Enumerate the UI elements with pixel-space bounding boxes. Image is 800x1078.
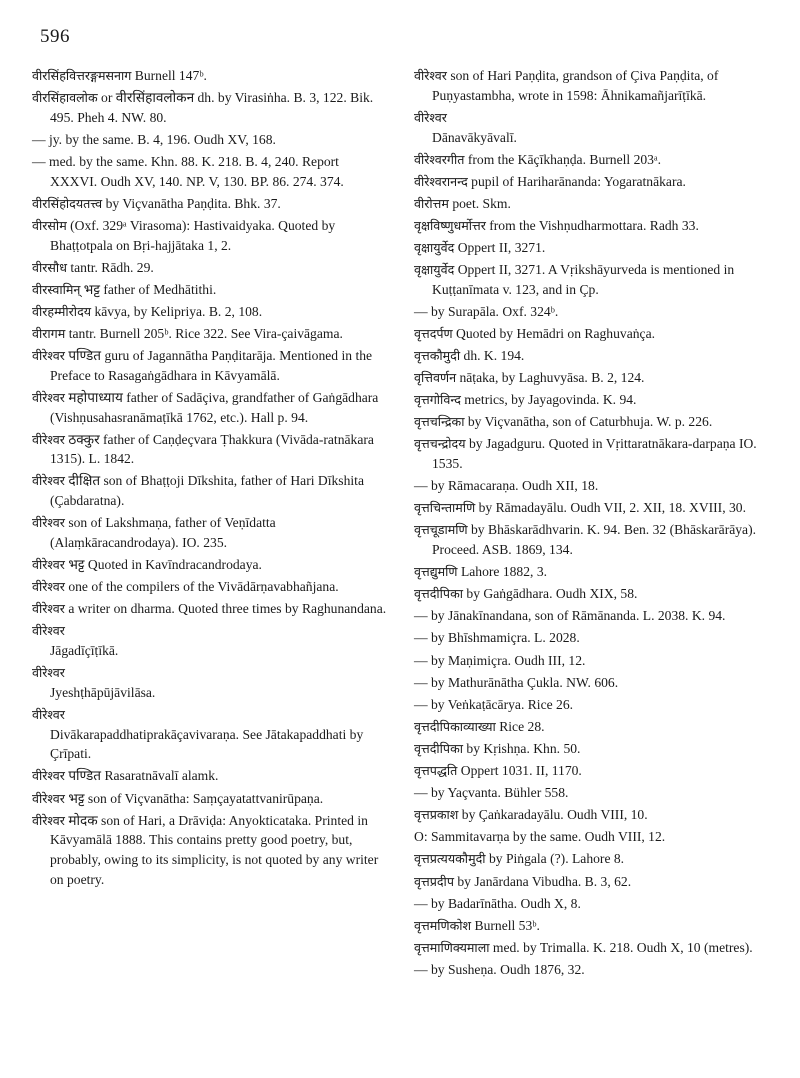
entry-headword: वृत्तमणिकोश — [414, 917, 472, 933]
entry-text: by Piṅgala (?). Lahore 8. — [485, 851, 625, 867]
entry-text: by Janārdana Vibudha. B. 3, 62. — [453, 873, 632, 889]
entry-text: पण्डित Rasaratnāvalī alamk. — [64, 768, 219, 784]
entry-headword: वीरसिंहावलोक — [32, 90, 98, 106]
entry-text: Jyeshṭhāpūjāvilāsa. — [50, 684, 156, 700]
dictionary-entry — [414, 66, 770, 105]
entry-headword: वीरसोम — [32, 217, 67, 233]
entry-headword: वीरेश्वर — [414, 109, 447, 125]
entry-text: — by Bhīshmamiçra. L. 2028. — [414, 630, 580, 646]
entry-text: महोपाध्याय father of Sadāçiva, grandfather of Gaṅgādhara (Vishṇusahasranāmaṭīkā 1762, etc.). Hall p. 94. — [50, 389, 379, 425]
entry-headword: वीरेश्वर — [414, 68, 447, 83]
entry-headword: वीरेश्वर — [32, 348, 65, 364]
entry-text: Dānavākyāvalī. — [432, 129, 517, 145]
entry-text: by Gaṅgādhara. Oudh XIX, 58. — [463, 586, 638, 602]
entry-headword: वृत्तदीपिकाव्याख्या — [414, 718, 496, 734]
entry-text: son of Hari Paṇḍita, grandson of Çiva Paṇḍita, of Puṇyastambha, wrote in 1598: Āhnikamañjarīṭīkā. — [432, 68, 719, 103]
dictionary-entry — [414, 695, 770, 715]
dictionary-entry — [32, 280, 388, 300]
entry-text: by Çaṅkaradayālu. Oudh VIII, 10. — [458, 807, 648, 823]
dictionary-entry — [414, 476, 770, 496]
entry-text: Oppert 1031. II, 1170. — [457, 763, 582, 779]
entry-text: ठक्कुर father of Caṇḍeçvara Ṭhakkura (Vivāda-ratnākara 1315). L. 1842. — [50, 431, 374, 467]
entry-text: tantr. Burnell 205ᵇ. Rice 322. See Vira-çaivāgama. — [65, 325, 343, 341]
dictionary-entry — [32, 430, 388, 469]
entry-text: Lahore 1882, 3. — [457, 564, 548, 580]
entry-headword: वीरोत्तम — [414, 195, 449, 211]
entry-headword: वीरेश्वर — [32, 665, 65, 681]
dictionary-entry — [32, 599, 388, 619]
entry-headword: वीरेश्वरगीत — [414, 151, 465, 167]
entry-headword: वीरसौध — [32, 259, 67, 275]
dictionary-entry — [414, 783, 770, 803]
dictionary-entry — [414, 390, 770, 410]
entry-text: भट्ट Quoted in Kavīndracandrodaya. — [64, 557, 262, 573]
dictionary-entry — [32, 152, 388, 191]
entry-text: pupil of Hariharānanda: Yogaratnākara. — [467, 173, 686, 189]
dictionary-entry — [414, 194, 770, 214]
entry-text: Quoted by Hemādri on Raghuvaṅça. — [452, 325, 655, 341]
entry-text: by Jagadguru. Quoted in Vṛittaratnākara-darpaṇa IO. 1535. — [432, 436, 757, 472]
entry-text: metrics, by Jayagovinda. K. 94. — [460, 392, 637, 408]
entry-text: — by Jānakīnandana, son of Rāmānanda. L. 2038. K. 94. — [414, 608, 726, 624]
entry-headword: वृत्तचूडामणि — [414, 522, 468, 538]
dictionary-entry — [32, 66, 388, 86]
dictionary-entry — [414, 260, 770, 299]
entry-text: भट्ट father of Medhātithi. — [80, 281, 217, 297]
entry-headword: वृत्तचिन्तामणि — [414, 500, 476, 516]
dictionary-entry — [414, 894, 770, 914]
entry-text: nāṭaka, by Laghuvyāsa. B. 2, 124. — [456, 370, 645, 386]
entry-text: Burnell 147ᵇ. — [131, 68, 207, 83]
dictionary-entry — [32, 130, 388, 150]
entry-text: — by Susheṇa. Oudh 1876, 32. — [414, 961, 585, 977]
dictionary-entry — [32, 471, 388, 510]
entry-headword: वृक्षायुर्वेद — [414, 239, 455, 255]
dictionary-entry — [32, 346, 388, 385]
entry-headword: वीरेश्वर — [32, 515, 65, 531]
dictionary-entry — [414, 805, 770, 825]
dictionary-entry — [414, 606, 770, 626]
entry-headword: वीरस्वामिन् — [32, 281, 81, 297]
entry-text: Rice 28. — [495, 718, 545, 734]
dictionary-entry — [32, 577, 388, 597]
dictionary-entry — [32, 388, 388, 427]
entry-text: Burnell 53ᵇ. — [471, 917, 540, 933]
entry-text: Divākarapaddhatiprakāçavivaraṇa. See Jātakapaddhati by Çrīpati. — [50, 726, 364, 762]
entry-headword: वृत्तचन्द्रिका — [414, 414, 465, 430]
dictionary-entry — [414, 238, 770, 258]
entry-headword: वृत्तकौमुदी — [414, 348, 461, 364]
dictionary-entry — [32, 705, 388, 764]
right-column — [414, 66, 770, 982]
entry-text: or वीरसिंहावलोकन dh. by Virasiṅha. B. 3, 122. Bik. 495. Pheh 4. NW. 80. — [50, 90, 374, 125]
entry-text: — by Rāmacaraṇa. Oudh XII, 18. — [414, 478, 599, 494]
dictionary-entry — [414, 108, 770, 147]
entry-text: Jāgadīçīṭīkā. — [50, 643, 119, 659]
entry-headword: वीरेश्वर — [32, 706, 65, 722]
dictionary-entry — [32, 258, 388, 278]
dictionary-entry — [414, 520, 770, 559]
entry-text: by Viçvanātha Paṇḍita. Bhk. 37. — [102, 195, 281, 211]
entry-headword: वृक्षायुर्वेद — [414, 262, 455, 278]
entry-text: — by Surapāla. Oxf. 324ᵇ. — [414, 303, 559, 319]
entry-text: kāvya, by Kelipriya. B. 2, 108. — [91, 303, 263, 319]
dictionary-entry — [414, 412, 770, 432]
entry-headword: वृत्तद्युमणि — [414, 564, 458, 580]
entry-headword: वृत्तप्रदीप — [414, 873, 454, 889]
dictionary-entry — [414, 172, 770, 192]
entry-headword: वृत्तचन्द्रोदय — [414, 436, 466, 452]
entry-headword: वृत्तदीपिका — [414, 740, 464, 756]
entry-text: by Bhāskarādhvarin. K. 94. Ben. 32 (Bhāskarārāya). Proceed. ASB. 1869, 134. — [432, 522, 757, 558]
dictionary-entry — [414, 827, 770, 847]
dictionary-entry — [414, 717, 770, 737]
dictionary-entry — [414, 628, 770, 648]
entry-text: by Viçvanātha, son of Caturbhuja. W. p. 226. — [464, 414, 713, 430]
entry-headword: वृत्तदर्पण — [414, 325, 453, 341]
entry-headword: वीरेश्वर — [32, 431, 65, 447]
entry-headword: वीरेश्वर — [32, 623, 65, 639]
entry-headword: वृत्तपद्धति — [414, 763, 458, 779]
entry-headword: वीरेश्वर — [32, 579, 65, 595]
entry-text: by Kṛishṇa. Khn. 50. — [463, 740, 581, 756]
entry-headword: वीरहम्मीरोदय — [32, 303, 92, 319]
dictionary-entry — [414, 938, 770, 958]
entry-headword: वीरसिंहोदयतत्त्व — [32, 195, 103, 211]
entry-headword: वीरेश्वर — [32, 768, 65, 784]
dictionary-entry — [414, 324, 770, 344]
dictionary-entry — [32, 555, 388, 575]
dictionary-entry — [414, 346, 770, 366]
entry-headword: वीरेश्वर — [32, 389, 65, 405]
entry-text: one of the compilers of the Vivādārṇavabhañjana. — [64, 579, 339, 595]
dictionary-entry — [414, 302, 770, 322]
dictionary-entry — [414, 150, 770, 170]
dictionary-entry — [414, 739, 770, 759]
entry-headword: वीरेश्वरानन्द — [414, 173, 468, 189]
dictionary-entry — [32, 621, 388, 660]
entry-text: पण्डित guru of Jagannātha Paṇḍitarāja. Mentioned in the Preface to Rasagaṅgādhara in Kāvyamālā. — [50, 348, 373, 383]
dictionary-entry — [414, 849, 770, 869]
entry-text: — by Mathurānātha Çukla. NW. 606. — [414, 674, 619, 690]
dictionary-entry — [32, 302, 388, 322]
entry-text: dh. K. 194. — [460, 348, 525, 364]
entry-text: (Oxf. 329ᵃ Virasoma): Hastivaidyaka. Quoted by Bhaṭṭotpala on Bṛi-hajjātaka 1, 2. — [50, 217, 336, 253]
entry-text: son of Lakshmaṇa, father of Veṇīdatta (Alaṃkāracandrodaya). IO. 235. — [50, 515, 276, 550]
entry-text: — by Maṇimiçra. Oudh III, 12. — [414, 652, 586, 668]
entry-headword: वीरेश्वर — [32, 601, 65, 617]
entry-text: a writer on dharma. Quoted three times by Raghunandana. — [64, 601, 387, 617]
dictionary-entry — [414, 872, 770, 892]
dictionary-entry — [32, 513, 388, 552]
dictionary-entry — [414, 434, 770, 473]
entry-headword: वृत्तदीपिका — [414, 586, 464, 602]
entry-headword: वृत्तिवर्णन — [414, 370, 457, 386]
entry-text: — by Badarīnātha. Oudh X, 8. — [414, 895, 581, 911]
dictionary-entry — [414, 916, 770, 936]
entry-headword: वीरेश्वर — [32, 812, 65, 828]
entry-text: poet. Skm. — [448, 195, 511, 211]
entry-text: med. by Trimalla. K. 218. Oudh X, 10 (metres). — [489, 939, 753, 955]
entry-text: — by Yaçvanta. Bühler 558. — [414, 785, 569, 801]
dictionary-entry — [32, 216, 388, 255]
page-number: 596 — [40, 26, 70, 47]
dictionary-entry — [414, 960, 770, 980]
entry-text: मोदक son of Hari, a Drāviḍa: Anyokticataka. Printed in Kāvyamālā 1888. This contains pretty good poetry, but, probably, owing to its simplicity, is not quoted by any writer on poetry. — [50, 812, 379, 887]
entry-text: from the Vishṇudharmottara. Radh 33. — [485, 217, 699, 233]
entry-headword: वीरागम — [32, 325, 66, 341]
dictionary-entry — [32, 811, 388, 890]
dictionary-entry — [32, 324, 388, 344]
dictionary-entry — [32, 789, 388, 809]
dictionary-entry — [32, 663, 388, 702]
entry-text: Oppert II, 3271. — [454, 239, 546, 255]
entry-text: दीक्षित son of Bhaṭṭoji Dīkshita, father of Hari Dīkshita (Çabdaratna). — [50, 473, 364, 509]
entry-headword: वृत्तप्रत्ययकौमुदी — [414, 851, 486, 867]
dictionary-entry — [32, 88, 388, 127]
dictionary-entry — [414, 761, 770, 781]
dictionary-entry — [414, 216, 770, 236]
entry-headword: वृक्षविष्णुधर्मोत्तर — [414, 217, 486, 233]
entry-text: O: Sammitavarṇa by the same. Oudh VIII, 12. — [414, 829, 666, 845]
entry-headword: वीरसिंहवित्तरङ्गमसनाग — [32, 68, 132, 83]
entry-text: भट्ट son of Viçvanātha: Saṃçayatattvanirūpaṇa. — [64, 790, 324, 806]
entry-headword: वृत्तप्रकाश — [414, 807, 459, 823]
dictionary-entry — [414, 584, 770, 604]
entry-headword: वीरेश्वर — [32, 790, 65, 806]
entry-headword: वृत्तगोविन्द — [414, 392, 461, 408]
dictionary-entry — [32, 766, 388, 786]
dictionary-entry — [414, 498, 770, 518]
entry-headword: वीरेश्वर — [32, 557, 65, 573]
entry-headword: वृत्तमाणिक्यमाला — [414, 939, 490, 955]
dictionary-entry — [414, 651, 770, 671]
entry-text: — by Veṅkaṭācārya. Rice 26. — [414, 696, 574, 712]
entry-text: Oppert II, 3271. A Vṛikshāyurveda is mentioned in Kuṭṭanīmata v. 123, and in Çp. — [432, 262, 735, 297]
dictionary-entry — [414, 368, 770, 388]
dictionary-entry — [414, 673, 770, 693]
dictionary-entry — [32, 194, 388, 214]
left-column — [32, 66, 388, 892]
entry-text: from the Kāçīkhaṇḍa. Burnell 203ᵃ. — [464, 151, 662, 167]
entry-text: — jy. by the same. B. 4, 196. Oudh XV, 168. — [32, 131, 276, 147]
entry-text: by Rāmadayālu. Oudh VII, 2. XII, 18. XVIII, 30. — [475, 500, 747, 516]
entry-headword: वीरेश्वर — [32, 473, 65, 489]
entry-text: — med. by the same. Khn. 88. K. 218. B. 4, 240. Report XXXVI. Oudh XV, 140. NP. V, 130. BP. 86. 274. 374. — [32, 153, 344, 189]
dictionary-entry — [414, 562, 770, 582]
entry-text: tantr. Rādh. 29. — [66, 259, 154, 275]
